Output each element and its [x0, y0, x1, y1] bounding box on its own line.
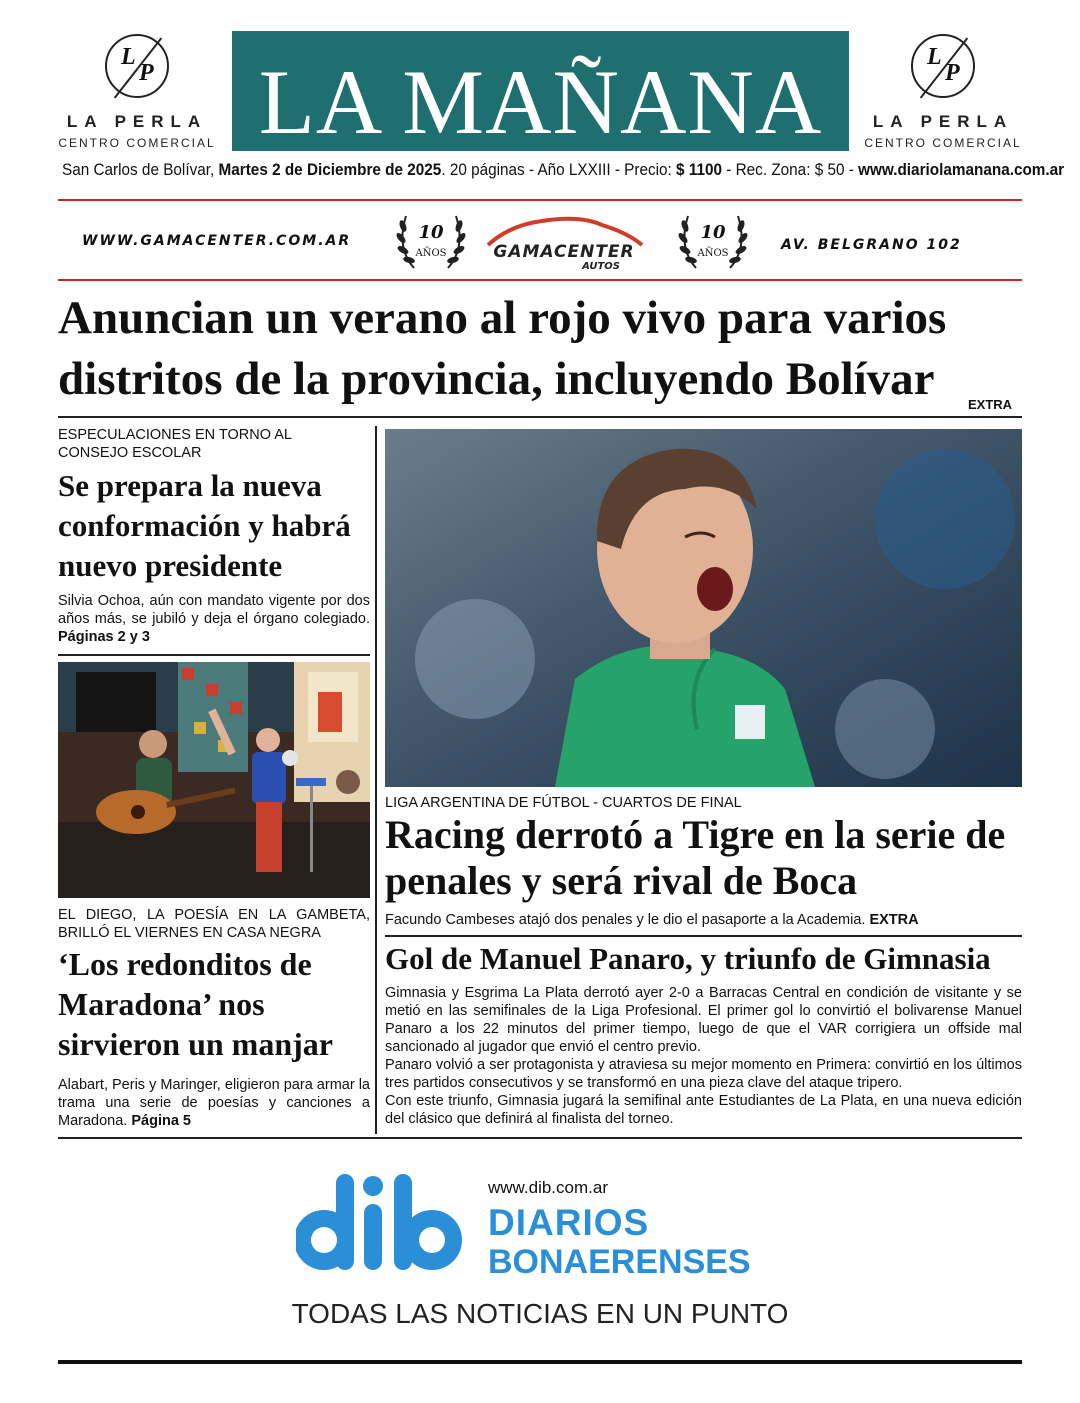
story-title[interactable]: Se prepara la nueva conformación y habrá nuevo presidente [58, 468, 351, 583]
dateline: San Carlos de Bolívar, Martes 2 de Diciembre de 2025. 20 páginas - Año LXXIII - Precio: $ 1100 - Rec. Zona: $ 50 - www.diariolamanana.com.ar [62, 160, 1065, 179]
dib-tagline: TODAS LAS NOTICIAS EN UN PUNTO [291, 1298, 789, 1329]
logo-sub: CENTRO COMERCIAL [864, 136, 1022, 150]
logo-sub: CENTRO COMERCIAL [58, 136, 216, 150]
story-title[interactable]: ‘Los redonditos de Maradona’ nos sirvieron un manjar [58, 946, 333, 1062]
story-title[interactable]: Gol de Manuel Panaro, y triunfo de Gimnasia [385, 941, 991, 976]
logo-name: LA PERLA [66, 112, 208, 131]
divider [58, 199, 1022, 201]
story-summary: Alabart, Peris y Maringer, eligieron para armar la trama una serie de poesías y canciones a Maradona. Página 5 [58, 1077, 370, 1129]
anniversary-laurel-icon [676, 208, 750, 274]
svg-text:10: 10 [418, 222, 444, 243]
story-summary: Facundo Cambeses atajó dos penales y le dio el pasaporte a la Academia. EXTRA [385, 912, 919, 928]
story-kicker: LIGA ARGENTINA DE FÚTBOL - CUARTOS DE FINAL [385, 795, 742, 811]
story-kicker: ESPECULACIONES EN TORNO AL CONSEJO ESCOLAR [58, 427, 292, 461]
gamacenter-url[interactable]: WWW.GAMACENTER.COM.AR [82, 233, 352, 249]
masthead-title-box [232, 31, 849, 151]
divider [385, 935, 1022, 937]
svg-text:AÑOS: AÑOS [415, 248, 447, 259]
car-silhouette-icon [480, 211, 650, 271]
divider [58, 654, 370, 656]
lead-headline[interactable]: Anuncian un verano al rojo vivo para varios distritos de la provincia, incluyendo Bolívar [58, 292, 947, 405]
page-reference[interactable]: EXTRA [869, 912, 919, 928]
newspaper-title: LA MAÑANA [258, 51, 823, 153]
divider [58, 279, 1022, 281]
story-summary: Silvia Ochoa, aún con mandato vigente por dos años más, se jubiló y deja el órgano colegiado. Páginas 2 y 3 [58, 593, 370, 645]
logo-name: LA PERLA [872, 112, 1014, 131]
racing-goalkeeper-photo [385, 429, 1022, 787]
svg-text:GAMACENTER: GAMACENTER [493, 242, 635, 262]
la-perla-monogram-icon: L P [105, 34, 169, 98]
gamacenter-logo[interactable] [480, 211, 650, 276]
divider [58, 1137, 1022, 1139]
page-reference[interactable]: Páginas 2 y 3 [58, 629, 150, 645]
dib-logo-icon [296, 1174, 476, 1282]
svg-text:10: 10 [700, 222, 726, 243]
divider [58, 416, 1022, 418]
story-body: Gimnasia y Esgrima La Plata derrotó ayer 2-0 a Barracas Central en condición de visitante y se metió en las semifinales de la Liga Profesional. El primer gol lo convirtió el bolivarense Manuel Panaro a los 22 minutos del primer tiempo, luego de que el VAR corrigiera un offside mal sancionado al jugador que envió el centro previo. Panaro volvió a ser protagonista y atraviesa su mejor momento en Primera: convirtió en los últimos tres partidos consecutivos y se transformó en una pieza clave del ataque tripero. Con este triunfo, Gimnasia jugará la semifinal ante Estudiantes de La Plata, en una nueva edición del clásico que definirá al finalista del torneo. [385, 985, 1022, 1127]
extra-tag: EXTRA [968, 397, 1013, 412]
concert-photo [58, 662, 370, 898]
dib-ad[interactable] [296, 1170, 816, 1290]
dib-line1: DIARIOS [488, 1202, 650, 1243]
anniversary-laurel-icon [394, 208, 468, 274]
column-rule [375, 426, 377, 1134]
right-logo-la-perla [858, 34, 1028, 150]
story-title[interactable]: Racing derrotó a Tigre en la serie de penales y será rival de Boca [385, 812, 1006, 903]
story-kicker: EL DIEGO, LA POESÍA EN LA GAMBETA, BRILLÓ EL VIERNES EN CASA NEGRA [58, 907, 370, 941]
page-reference[interactable]: Página 5 [131, 1113, 191, 1129]
svg-text:AÑOS: AÑOS [697, 248, 729, 259]
gamacenter-address: AV. BELGRANO 102 [781, 237, 962, 253]
dib-line2: BONAERENSES [488, 1243, 751, 1281]
left-logo-la-perla [52, 34, 222, 150]
bottom-rule [58, 1360, 1022, 1364]
dib-url[interactable]: www.dib.com.ar [488, 1178, 608, 1197]
la-perla-monogram-icon: L P [911, 34, 975, 98]
website-link[interactable]: www.diariolamanana.com.ar [858, 160, 1065, 179]
svg-text:AUTOS: AUTOS [582, 261, 620, 271]
